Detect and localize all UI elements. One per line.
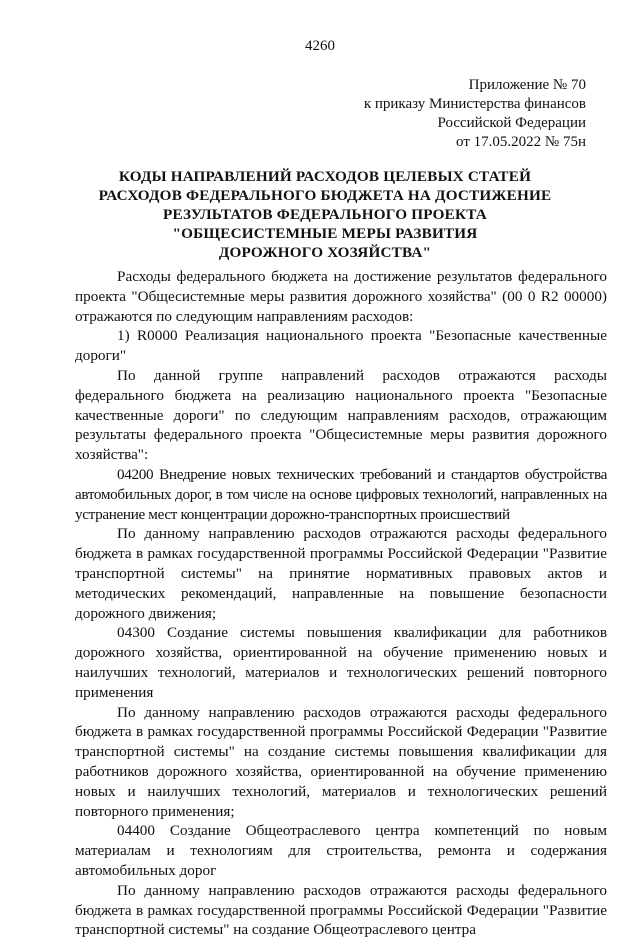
document-title	[60, 167, 590, 262]
paragraph: По данному направлению расходов отражаются расходы федерального бюджета в рамках государственной программы Российской Федерации "Развитие транспортной системы" на принятие нормативных правовых актов и методических рекомендаций, направленные на повышение безопасности дорожного движения;	[75, 525, 607, 622]
appendix-line: Приложение № 70	[468, 77, 586, 93]
title-line: КОДЫ НАПРАВЛЕНИЙ РАСХОДОВ ЦЕЛЕВЫХ СТАТЕЙ	[118, 168, 532, 185]
paragraph: По данному направлению расходов отражаются расходы федерального бюджета в рамках государственной программы Российской Федерации "Развитие транспортной системы" на создание Общеотраслевого центра	[75, 881, 607, 939]
document-body	[75, 267, 607, 940]
paragraph: 04300 Создание системы повышения квалификации для работников дорожного хозяйства, ориентированной на обучение применению новых и наилучших технологий, материалов и технологических решений повторного применения	[75, 624, 607, 701]
title-line: РАСХОДОВ ФЕДЕРАЛЬНОГО БЮДЖЕТА НА ДОСТИЖЕНИЕ	[98, 187, 552, 204]
appendix-line: Российской Федерации	[437, 115, 586, 131]
appendix-header	[364, 76, 586, 152]
paragraph: Расходы федерального бюджета на достижение результатов федерального проекта "Общесистемные меры развития дорожного хозяйства" (00 0 R2 00000) отражаются по следующим направлениям расходов:	[75, 268, 607, 325]
paragraph: По данному направлению расходов отражаются расходы федерального бюджета в рамках государственной программы Российской Федерации "Развитие транспортной системы" на создание системы повышения квалификации для работников дорожного хозяйства, ориентированной на обучение применению новых и наилучших технологий, материалов и технологических решений повторного применения;	[75, 703, 607, 820]
page-number: 4260	[305, 38, 335, 54]
title-line: ДОРОЖНОГО ХОЗЯЙСТВА"	[218, 244, 432, 261]
title-line: РЕЗУЛЬТАТОВ ФЕДЕРАЛЬНОГО ПРОЕКТА	[163, 206, 487, 223]
paragraph: 1) R0000 Реализация национального проекта "Безопасные качественные дороги"	[75, 327, 607, 365]
appendix-line: к приказу Министерства финансов	[363, 96, 586, 112]
title-line: "ОБЩЕСИСТЕМНЫЕ МЕРЫ РАЗВИТИЯ	[172, 225, 478, 242]
paragraph: 04400 Создание Общеотраслевого центра компетенций по новым материалам и технологиям для строительства, ремонта и содержания автомобильных дорог	[75, 822, 607, 879]
paragraph: По данной группе направлений расходов отражаются расходы федерального бюджета на реализацию национального проекта "Безопасные качественные дороги" по следующим направлениям расходов, отражающим результаты федерального проекта "Общесистемные меры развития дорожного хозяйства":	[75, 366, 607, 464]
appendix-line: от 17.05.2022 № 75н	[456, 134, 586, 150]
paragraph: 04200 Внедрение новых технических требований и стандартов обустройства автомобильных дорог, в том числе на основе цифровых технологий, направленных на устранение мест концентрации дорожно-транспортных происшествий	[75, 465, 607, 523]
